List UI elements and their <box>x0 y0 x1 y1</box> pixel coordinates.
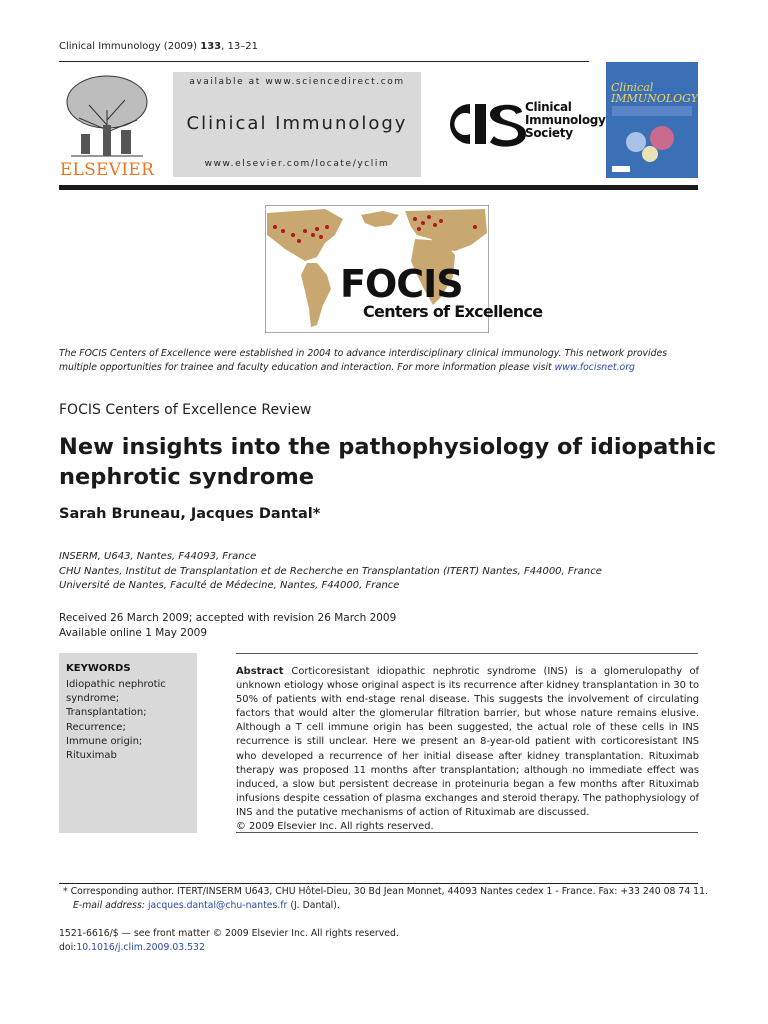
abstract-label: Abstract <box>236 666 284 677</box>
online-date: Available online 1 May 2009 <box>59 626 208 639</box>
doi-link[interactable]: 10.1016/j.clim.2009.03.532 <box>76 941 205 953</box>
footnote-rule <box>59 883 698 884</box>
header-thick-rule <box>59 185 698 190</box>
affiliation-item: INSERM, U643, Nantes, F44093, France <box>59 551 257 562</box>
article-title: New insights into the pathophysiology of idiopathic nephrotic syndrome <box>59 434 717 490</box>
journal-cover <box>606 62 698 178</box>
focis-caption: The FOCIS Centers of Excellence were established in 2004 to advance interdisciplinary clinical immunology. This network provides multiple opportunities for trainee and faculty education and interaction. For more information please visit www.focisnet.org <box>59 348 668 373</box>
affiliations <box>59 550 602 594</box>
abstract-text: Corticoresistant idiopathic nephrotic syndrome (INS) is a glomerulopathy of unknown etiology whose original aspect is its recurrence after kidney transplantation in 30 to 50% of patients with end-stage renal disease. This suggests the involvement of circulating factors that would alter the glomerular filtration barrier, but whose nature remains elusive. Although a T cell immune origin has been suggested, the actual role of these cells in INS recurrence is still unclear. Here we present an 8-year-old patient with corticoresistant INS who developed a recurrence of her initial disease after kidney transplantation. Rituximab therapy was proposed 11 months after transplantation; although no immediate effect was induced, a slow but persistent decrease in proteinuria began a few months after Rituximab infusions despite cessation of plasma exchanges and steroid therapy. The pathophysiology of INS and the putative mechanisms of action of Rituximab are discussed. <box>236 666 699 818</box>
focis-logo-subtitle: Centers of Excellence <box>363 302 543 321</box>
issn-line: 1521-6616/$ — see front matter © 2009 Elsevier Inc. All rights reserved. <box>59 928 399 939</box>
abstract-rule-top <box>236 653 698 654</box>
email-label: E-mail address: <box>73 900 145 911</box>
keyword-item: Immune origin; <box>66 735 143 747</box>
abstract-rule-bottom <box>236 832 698 833</box>
keyword-item: syndrome; <box>66 693 120 705</box>
sciencedirect-link[interactable]: available at www.sciencedirect.com <box>189 77 405 87</box>
abstract <box>236 665 699 834</box>
footnote: * Corresponding author. ITERT/INSERM U643, CHU Hôtel-Dieu, 30 Bd Jean Monnet, 44093 Nantes cedex 1 - France. Fax: +33 240 08 74 11. E-mail address: jacques.dantal@chu-nantes.fr (J. Dantal). <box>63 886 708 911</box>
copyright-block <box>59 927 399 954</box>
journal-title: Clinical Immunology <box>186 113 408 134</box>
cover-title: Clinical IMMUNOLOGY <box>611 81 698 105</box>
header-rule <box>59 61 589 62</box>
affiliation-item: CHU Nantes, Institut de Transplantation et de Recherche en Transplantation (ITERT) Nantes, F44000, France <box>59 565 602 577</box>
focis-link[interactable]: www.focisnet.org <box>554 362 635 373</box>
doi-label: doi: <box>59 941 77 953</box>
article-section: FOCIS Centers of Excellence Review <box>59 402 312 418</box>
keyword-item: Rituximab <box>66 750 117 762</box>
corresponding-author: * Corresponding author. ITERT/INSERM U643, CHU Hôtel-Dieu, 30 Bd Jean Monnet, 44093 Nantes cedex 1 - France. Fax: +33 240 08 74 11. <box>63 886 708 897</box>
journal-url[interactable]: www.elsevier.com/locate/yclim <box>204 159 390 169</box>
keyword-item: Idiopathic nephrotic <box>66 679 166 690</box>
keywords-heading: KEYWORDS <box>66 663 131 674</box>
email-link[interactable]: jacques.dantal@chu-nantes.fr <box>147 900 288 911</box>
keywords-list <box>66 678 166 763</box>
article-dates <box>59 611 396 640</box>
article-authors: Sarah Bruneau, Jacques Dantal* <box>59 506 321 522</box>
elsevier-wordmark: ELSEVIER <box>59 160 155 180</box>
focis-logo-word: FOCIS <box>340 262 463 306</box>
keyword-item: Transplantation; <box>66 707 147 719</box>
cis-wordmark: Clinical Immunology Society <box>525 100 606 140</box>
affiliation-item: Université de Nantes, Faculté de Médecine, Nantes, F44000, France <box>59 580 400 591</box>
received-date: Received 26 March 2009; accepted with revision 26 March 2009 <box>59 612 397 624</box>
keyword-item: Recurrence; <box>66 721 126 733</box>
abstract-rights: © 2009 Elsevier Inc. All rights reserved. <box>236 821 434 833</box>
journal-citation: Clinical Immunology (2009) 133, 13–21 <box>59 41 258 52</box>
